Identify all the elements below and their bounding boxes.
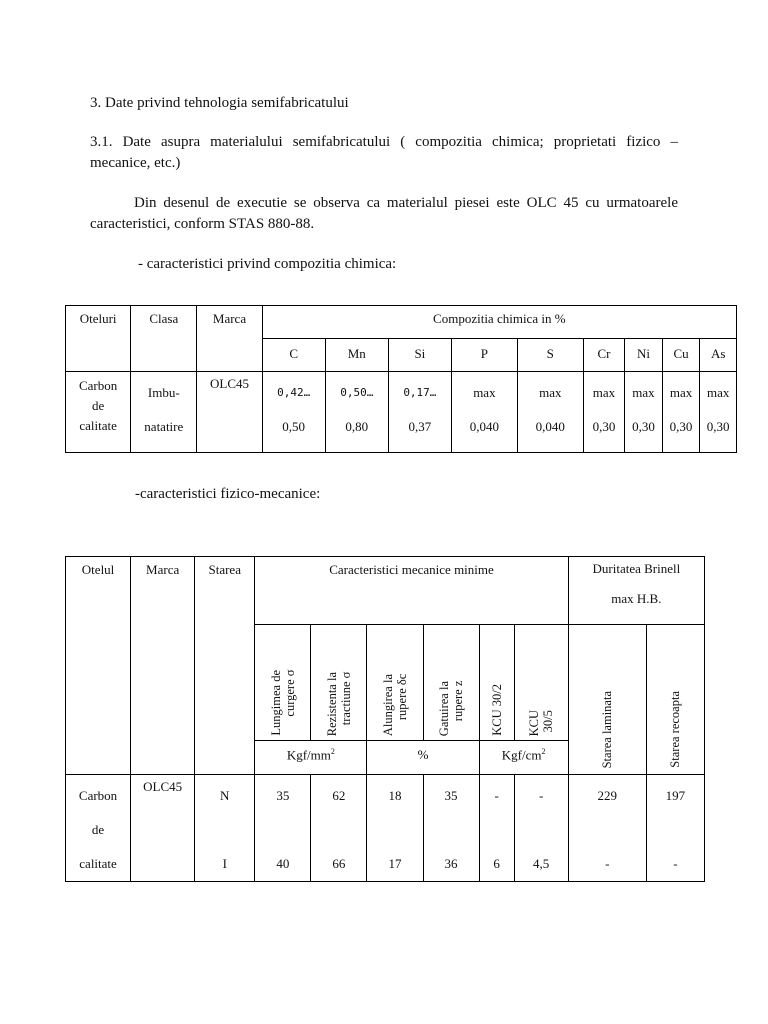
mech-cell-marca: OLC45	[131, 775, 195, 882]
element-header: C	[262, 339, 325, 372]
chem-cell-value: 0,50… 0,80	[325, 372, 388, 453]
subsection-heading: 3.1. Date asupra materialului semifabricatului ( compozitia chimica; proprietati fizico – mecanice, etc.)	[90, 134, 678, 171]
chem-cell-clasa: Imbu- natatire	[131, 372, 197, 453]
chem-cell-value: 0,42… 0,50	[262, 372, 325, 453]
unit-kgf-cm: Kgf/$cm^2$	[479, 741, 568, 775]
mech-cell-starea: N I	[195, 775, 255, 882]
unit-kgf-mm: Kgf/$mm^2$	[255, 741, 367, 775]
intro-paragraph: Din desenul de executie se observa ca materialul piesei este OLC 45 cu urmatoarele caracteristici, conform STAS 880-88.	[90, 195, 678, 232]
chem-cell-value: max 0,30	[583, 372, 624, 453]
section-heading: 3. Date privind tehnologia semifabricatului	[90, 95, 349, 111]
element-header: Si	[388, 339, 451, 372]
chem-cell-value: max 0,30	[700, 372, 737, 453]
mech-cell-value: 197 -	[646, 775, 704, 882]
mech-cell-value: 18 17	[367, 775, 423, 882]
chem-cell-value: max 0,040	[517, 372, 583, 453]
vertical-header: Lungimea de curgere σ	[255, 625, 311, 741]
chem-cell-otel: Carbon de calitate	[66, 372, 131, 453]
chem-cell-value: max 0,30	[662, 372, 700, 453]
element-header: Ni	[625, 339, 663, 372]
chem-cell-value: max 0,040	[451, 372, 517, 453]
vertical-header: Starea laminata	[568, 625, 646, 775]
vertical-header: KCU 30/5	[514, 625, 568, 741]
mech-label: -caracteristici fizico-mecanice:	[135, 486, 321, 502]
mech-header-duritate: Duritatea Brinell max H.B.	[568, 557, 704, 625]
element-header: Cu	[662, 339, 700, 372]
mech-cell-value: - 6	[479, 775, 514, 882]
mech-header-starea: Starea	[195, 557, 255, 775]
chem-cell-value: max 0,30	[625, 372, 663, 453]
chem-header-oteluri: Oteluri	[66, 306, 131, 372]
mech-cell-value: 35 40	[255, 775, 311, 882]
unit-percent: %	[367, 741, 479, 775]
chem-label: - caracteristici privind compozitia chimica:	[138, 256, 397, 272]
element-header: As	[700, 339, 737, 372]
element-header: S	[517, 339, 583, 372]
vertical-header: Rezistenta la tractiune σ	[311, 625, 367, 741]
element-header: P	[451, 339, 517, 372]
mech-cell-value: 229 -	[568, 775, 646, 882]
chem-header-clasa: Clasa	[131, 306, 197, 372]
mech-cell-value: 35 36	[423, 775, 479, 882]
mech-header-caracteristici: Caracteristici mecanice minime	[255, 557, 568, 625]
chem-table	[65, 305, 737, 453]
element-header: Mn	[325, 339, 388, 372]
vertical-header: Gatuirea la rupere z	[423, 625, 479, 741]
element-header: Cr	[583, 339, 624, 372]
chem-header-compozitie: Compozitia chimica in %	[262, 306, 736, 339]
mech-table	[65, 556, 705, 882]
chem-cell-value: 0,17… 0,37	[388, 372, 451, 453]
mech-cell-value: 62 66	[311, 775, 367, 882]
vertical-header: Starea recoapta	[646, 625, 704, 775]
mech-header-otelul: Otelul	[66, 557, 131, 775]
vertical-header: KCU 30/2	[479, 625, 514, 741]
chem-cell-marca: OLC45	[197, 372, 262, 453]
mech-header-marca: Marca	[131, 557, 195, 775]
mech-cell-value: - 4,5	[514, 775, 568, 882]
vertical-header: Alungirea la rupere δc	[367, 625, 423, 741]
chem-header-marca: Marca	[197, 306, 262, 372]
mech-cell-otel: Carbon de calitate	[66, 775, 131, 882]
